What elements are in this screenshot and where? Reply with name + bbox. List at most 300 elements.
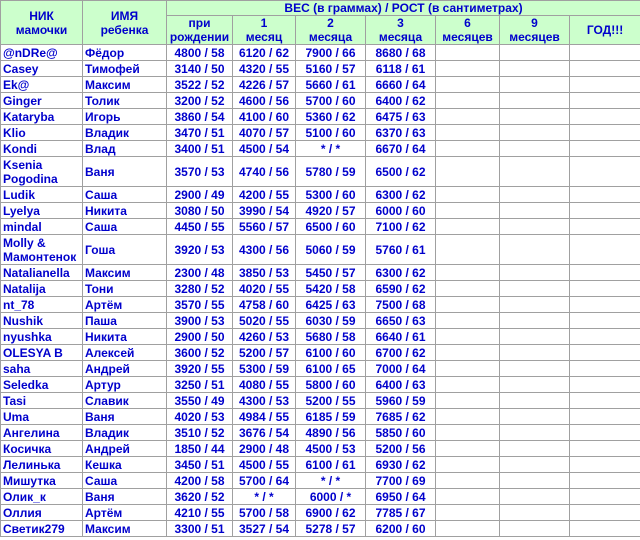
mother-nick-cell: Casey [1, 61, 83, 77]
child-name-cell: Никита [83, 329, 167, 345]
measurement-cell [436, 235, 500, 265]
measurement-cell [500, 187, 570, 203]
measurement-cell: 4080 / 55 [233, 377, 296, 393]
measurement-cell: 6500 / 62 [366, 157, 436, 187]
child-name-cell: Ваня [83, 489, 167, 505]
mother-nick-cell: mindal [1, 219, 83, 235]
measurement-cell [570, 329, 640, 345]
measurement-cell: 4020 / 53 [167, 409, 233, 425]
measurement-cell [500, 77, 570, 93]
child-name-cell: Максим [83, 265, 167, 281]
measurement-cell: 3400 / 51 [167, 141, 233, 157]
child-name-cell: Артём [83, 505, 167, 521]
measurement-cell: 5560 / 57 [233, 219, 296, 235]
measurement-cell: 5020 / 55 [233, 313, 296, 329]
mother-nick-cell: Оллия [1, 505, 83, 521]
measurement-cell [500, 235, 570, 265]
measurement-cell: 3860 / 54 [167, 109, 233, 125]
measurement-cell: 5700 / 58 [233, 505, 296, 521]
table-row [1, 441, 640, 457]
measurement-cell [436, 265, 500, 281]
measurement-cell [570, 203, 640, 219]
table-row [1, 361, 640, 377]
table-row [1, 425, 640, 441]
table-row [1, 61, 640, 77]
measurement-cell [436, 457, 500, 473]
measurement-cell: 6640 / 61 [366, 329, 436, 345]
measurement-cell [570, 313, 640, 329]
child-name-cell: Славик [83, 393, 167, 409]
measurement-cell: 5300 / 60 [296, 187, 366, 203]
measurement-cell: 6425 / 63 [296, 297, 366, 313]
measurement-cell: 2900 / 49 [167, 187, 233, 203]
name-column-header: ИМЯ ребенка [83, 1, 167, 45]
measurement-cell [500, 93, 570, 109]
measurement-cell: 3550 / 49 [167, 393, 233, 409]
measurement-cell: 6590 / 62 [366, 281, 436, 297]
mother-nick-cell: nt_78 [1, 297, 83, 313]
measurement-cell: 6500 / 60 [296, 219, 366, 235]
child-name-cell: Гоша [83, 235, 167, 265]
measurement-cell: 6100 / 61 [296, 457, 366, 473]
measurement-cell: 4758 / 60 [233, 297, 296, 313]
measurement-cell [570, 489, 640, 505]
measurement-cell: 6118 / 61 [366, 61, 436, 77]
child-name-cell: Ваня [83, 157, 167, 187]
measurement-cell [500, 125, 570, 141]
measurement-cell [570, 125, 640, 141]
mother-nick-cell: Kondi [1, 141, 83, 157]
measurement-cell [570, 505, 640, 521]
measurement-cell: 5800 / 60 [296, 377, 366, 393]
mother-nick-cell: Ginger [1, 93, 83, 109]
mother-nick-cell: nyushka [1, 329, 83, 345]
measurement-cell: 3900 / 53 [167, 313, 233, 329]
measurement-cell: 7685 / 62 [366, 409, 436, 425]
child-name-cell: Толик [83, 93, 167, 109]
measurement-cell [500, 313, 570, 329]
measurement-cell: 5700 / 60 [296, 93, 366, 109]
column-header-1-month: 1 месяц [233, 16, 296, 45]
measurement-cell [436, 281, 500, 297]
measurement-cell: 3080 / 50 [167, 203, 233, 219]
table-row [1, 393, 640, 409]
measurement-cell: 6900 / 62 [296, 505, 366, 521]
measurement-cell: 6660 / 64 [366, 77, 436, 93]
measurement-cell [570, 457, 640, 473]
measurement-cell: 4070 / 57 [233, 125, 296, 141]
measurement-cell [570, 361, 640, 377]
child-name-cell: Тони [83, 281, 167, 297]
measurement-cell: 3920 / 55 [167, 361, 233, 377]
child-name-cell: Максим [83, 77, 167, 93]
measurement-cell: 6670 / 64 [366, 141, 436, 157]
measurement-cell [436, 345, 500, 361]
child-name-cell: Максим [83, 521, 167, 537]
table-row [1, 141, 640, 157]
measurement-cell: 4500 / 55 [233, 457, 296, 473]
measurement-cell: 5780 / 59 [296, 157, 366, 187]
mother-nick-cell: Tasi [1, 393, 83, 409]
mother-nick-cell: OLESYA B [1, 345, 83, 361]
measurement-cell: 3140 / 50 [167, 61, 233, 77]
table-row [1, 521, 640, 537]
table-row [1, 297, 640, 313]
mother-nick-cell: Klio [1, 125, 83, 141]
mother-nick-cell: Ek@ [1, 77, 83, 93]
table-row [1, 329, 640, 345]
measurement-cell [500, 203, 570, 219]
measurement-cell: 4320 / 55 [233, 61, 296, 77]
measurement-cell [436, 489, 500, 505]
measurement-cell [436, 361, 500, 377]
mother-nick-cell: Natalija [1, 281, 83, 297]
child-name-cell: Андрей [83, 361, 167, 377]
measurement-cell [570, 219, 640, 235]
measurement-cell [500, 265, 570, 281]
measurement-cell: 6700 / 62 [366, 345, 436, 361]
measurement-cell [436, 329, 500, 345]
measurement-cell: 6400 / 63 [366, 377, 436, 393]
table-row [1, 219, 640, 235]
measurement-cell: 6200 / 60 [366, 521, 436, 537]
child-name-cell: Владик [83, 125, 167, 141]
measurement-cell: 7785 / 67 [366, 505, 436, 521]
measurement-cell [436, 141, 500, 157]
measurement-cell: 4800 / 58 [167, 45, 233, 61]
child-name-cell: Игорь [83, 109, 167, 125]
column-header-2-months: 2 месяца [296, 16, 366, 45]
measurement-cell [436, 157, 500, 187]
measurement-cell: 4300 / 56 [233, 235, 296, 265]
measurement-cell [436, 377, 500, 393]
measurement-cell: 6300 / 62 [366, 265, 436, 281]
measurement-cell: 3300 / 51 [167, 521, 233, 537]
measurement-cell: 5278 / 57 [296, 521, 366, 537]
table-row [1, 187, 640, 203]
measurement-cell: * / * [296, 141, 366, 157]
child-name-cell: Никита [83, 203, 167, 219]
measurement-cell: 4300 / 53 [233, 393, 296, 409]
measurement-cell: 3620 / 52 [167, 489, 233, 505]
measurement-cell: 2300 / 48 [167, 265, 233, 281]
measurement-cell: 6930 / 62 [366, 457, 436, 473]
measurement-cell: 4200 / 58 [167, 473, 233, 489]
measurement-cell: 5680 / 58 [296, 329, 366, 345]
measurement-cell: 8680 / 68 [366, 45, 436, 61]
measurement-cell [500, 109, 570, 125]
measurement-cell: 1850 / 44 [167, 441, 233, 457]
measurement-cell [436, 93, 500, 109]
table-row [1, 157, 640, 187]
measurement-cell [500, 281, 570, 297]
measurement-cell [500, 61, 570, 77]
measurement-cell [570, 187, 640, 203]
measurement-cell: 4600 / 56 [233, 93, 296, 109]
measurement-cell: 4890 / 56 [296, 425, 366, 441]
child-name-cell: Андрей [83, 441, 167, 457]
child-name-cell: Влад [83, 141, 167, 157]
measurement-cell: 3250 / 51 [167, 377, 233, 393]
measurement-cell [500, 361, 570, 377]
table-row [1, 109, 640, 125]
table-row [1, 77, 640, 93]
measurement-cell: 3570 / 53 [167, 157, 233, 187]
measurement-cell [436, 45, 500, 61]
table-row [1, 235, 640, 265]
measurement-cell [570, 141, 640, 157]
measurement-cell [436, 203, 500, 219]
measurement-cell [500, 441, 570, 457]
measurement-cell [570, 521, 640, 537]
mother-nick-cell: @nDRe@ [1, 45, 83, 61]
measurement-cell: 5200 / 56 [366, 441, 436, 457]
measurement-cell: 4500 / 54 [233, 141, 296, 157]
measurement-cell [570, 45, 640, 61]
measurement-cell: 4100 / 60 [233, 109, 296, 125]
measurement-cell: 6400 / 62 [366, 93, 436, 109]
measurement-cell [436, 393, 500, 409]
measurement-cell: 3510 / 52 [167, 425, 233, 441]
measurement-cell: 4210 / 55 [167, 505, 233, 521]
mother-nick-cell: Nushik [1, 313, 83, 329]
measurement-cell [570, 93, 640, 109]
measurement-cell: 5850 / 60 [366, 425, 436, 441]
table-row [1, 457, 640, 473]
measurement-cell: 4226 / 57 [233, 77, 296, 93]
table-row [1, 409, 640, 425]
measurement-cell: 4450 / 55 [167, 219, 233, 235]
measurement-cell [500, 329, 570, 345]
child-name-cell: Тимофей [83, 61, 167, 77]
measurement-cell: 5200 / 55 [296, 393, 366, 409]
mother-nick-cell: Светик279 [1, 521, 83, 537]
measurement-cell: 4500 / 53 [296, 441, 366, 457]
mother-nick-cell: Molly & Мамонтенок [1, 235, 83, 265]
measurement-cell [570, 61, 640, 77]
measurement-cell [436, 409, 500, 425]
measurement-cell: 7900 / 66 [296, 45, 366, 61]
measurement-cell: 6100 / 65 [296, 361, 366, 377]
measurement-cell [500, 377, 570, 393]
weight-height-group-header: ВЕС (в граммах) / РОСТ (в сантиметрах) [167, 1, 640, 16]
measurement-cell: 5360 / 62 [296, 109, 366, 125]
table-row [1, 281, 640, 297]
measurement-cell: 4020 / 55 [233, 281, 296, 297]
child-name-cell: Владик [83, 425, 167, 441]
measurement-cell [570, 473, 640, 489]
measurement-cell: 5200 / 57 [233, 345, 296, 361]
measurement-cell [436, 505, 500, 521]
measurement-cell [500, 45, 570, 61]
measurement-cell: 3280 / 52 [167, 281, 233, 297]
mother-nick-cell: Олик_к [1, 489, 83, 505]
measurement-cell [570, 377, 640, 393]
mother-nick-cell: Лелинька [1, 457, 83, 473]
table-row [1, 203, 640, 219]
measurement-cell: 6000 / 60 [366, 203, 436, 219]
mother-nick-cell: Uma [1, 409, 83, 425]
measurement-cell: 6300 / 62 [366, 187, 436, 203]
mother-nick-cell: saha [1, 361, 83, 377]
measurement-cell: 6100 / 60 [296, 345, 366, 361]
child-name-cell: Саша [83, 219, 167, 235]
measurement-cell [570, 345, 640, 361]
measurement-cell: 3570 / 55 [167, 297, 233, 313]
table-row [1, 345, 640, 361]
child-name-cell: Паша [83, 313, 167, 329]
measurement-cell [570, 109, 640, 125]
measurement-cell: 5100 / 60 [296, 125, 366, 141]
column-header-9-months: 9 месяцев [500, 16, 570, 45]
measurement-cell: 3450 / 51 [167, 457, 233, 473]
measurement-cell: 3522 / 52 [167, 77, 233, 93]
table-body [1, 45, 640, 537]
child-name-cell: Артём [83, 297, 167, 313]
measurement-cell: 3850 / 53 [233, 265, 296, 281]
measurement-cell [436, 109, 500, 125]
measurement-cell: 4984 / 55 [233, 409, 296, 425]
child-name-cell: Кешка [83, 457, 167, 473]
column-header-3-months: 3 месяца [366, 16, 436, 45]
measurement-cell: 6650 / 63 [366, 313, 436, 329]
measurement-cell: 6000 / * [296, 489, 366, 505]
measurement-cell [570, 409, 640, 425]
measurement-cell: 7500 / 68 [366, 297, 436, 313]
table-row [1, 125, 640, 141]
column-header-year: ГОД!!! [570, 16, 640, 45]
mother-nick-cell: Seledka [1, 377, 83, 393]
table-row [1, 473, 640, 489]
measurement-cell: 5160 / 57 [296, 61, 366, 77]
measurement-cell [570, 265, 640, 281]
measurement-cell [500, 157, 570, 187]
table-row [1, 313, 640, 329]
mother-nick-cell: Косичка [1, 441, 83, 457]
measurement-cell: 7100 / 62 [366, 219, 436, 235]
measurement-cell: 3470 / 51 [167, 125, 233, 141]
table-row [1, 93, 640, 109]
measurement-cell [570, 281, 640, 297]
measurement-cell: 3990 / 54 [233, 203, 296, 219]
measurement-cell [500, 457, 570, 473]
measurement-cell: 3527 / 54 [233, 521, 296, 537]
child-name-cell: Артур [83, 377, 167, 393]
measurement-cell [436, 473, 500, 489]
measurement-cell: 5660 / 61 [296, 77, 366, 93]
mother-nick-cell: Ангелина [1, 425, 83, 441]
measurement-cell: 6950 / 64 [366, 489, 436, 505]
measurement-cell: 5700 / 64 [233, 473, 296, 489]
measurement-cell [436, 441, 500, 457]
mother-nick-cell: Мишутка [1, 473, 83, 489]
measurement-cell [500, 219, 570, 235]
mother-nick-cell: Lyelya [1, 203, 83, 219]
table-row [1, 265, 640, 281]
table-row [1, 45, 640, 61]
measurement-cell: 5450 / 57 [296, 265, 366, 281]
measurement-cell: 5760 / 61 [366, 235, 436, 265]
measurement-cell: 5060 / 59 [296, 235, 366, 265]
mother-nick-cell: Kataryba [1, 109, 83, 125]
mother-nick-cell: Natalianella [1, 265, 83, 281]
column-header-6-months: 6 месяцев [436, 16, 500, 45]
table-row [1, 377, 640, 393]
measurement-cell: 3920 / 53 [167, 235, 233, 265]
measurement-cell: 6475 / 63 [366, 109, 436, 125]
measurement-cell [570, 157, 640, 187]
measurement-cell [500, 409, 570, 425]
measurement-cell [436, 313, 500, 329]
measurement-cell: 6030 / 59 [296, 313, 366, 329]
measurement-cell [570, 425, 640, 441]
measurement-cell [500, 393, 570, 409]
measurement-cell: 3676 / 54 [233, 425, 296, 441]
measurement-cell: 5420 / 58 [296, 281, 366, 297]
measurement-cell: 3600 / 52 [167, 345, 233, 361]
measurement-cell [436, 297, 500, 313]
measurement-cell [436, 77, 500, 93]
measurement-cell [436, 425, 500, 441]
measurement-cell [500, 297, 570, 313]
measurement-cell [500, 425, 570, 441]
measurement-cell [500, 489, 570, 505]
measurement-cell: 5300 / 59 [233, 361, 296, 377]
measurement-cell [570, 441, 640, 457]
measurement-cell: 7000 / 64 [366, 361, 436, 377]
measurement-cell: 4260 / 53 [233, 329, 296, 345]
measurement-cell [500, 141, 570, 157]
measurement-cell: * / * [233, 489, 296, 505]
mother-nick-cell: Ksenia Pogodina [1, 157, 83, 187]
table-row [1, 489, 640, 505]
measurement-cell: 2900 / 50 [167, 329, 233, 345]
child-name-cell: Фёдор [83, 45, 167, 61]
measurement-cell: 6185 / 59 [296, 409, 366, 425]
measurement-cell [500, 505, 570, 521]
measurement-cell [500, 345, 570, 361]
measurement-cell [436, 187, 500, 203]
measurement-cell: 4740 / 56 [233, 157, 296, 187]
measurement-cell [436, 61, 500, 77]
measurement-cell [436, 125, 500, 141]
table-row [1, 505, 640, 521]
mother-nick-cell: Ludik [1, 187, 83, 203]
measurement-cell [500, 473, 570, 489]
column-header-birth: при рождении [167, 16, 233, 45]
measurement-cell [570, 235, 640, 265]
measurement-cell [500, 521, 570, 537]
measurement-cell: * / * [296, 473, 366, 489]
measurement-cell [570, 393, 640, 409]
child-name-cell: Саша [83, 187, 167, 203]
measurement-cell: 3200 / 52 [167, 93, 233, 109]
measurement-cell: 4200 / 55 [233, 187, 296, 203]
measurement-cell: 2900 / 48 [233, 441, 296, 457]
measurement-cell: 4920 / 57 [296, 203, 366, 219]
measurement-cell [570, 77, 640, 93]
measurement-cell: 6370 / 63 [366, 125, 436, 141]
measurement-cell [436, 521, 500, 537]
child-name-cell: Саша [83, 473, 167, 489]
measurement-cell [436, 219, 500, 235]
nick-column-header: НИК мамочки [1, 1, 83, 45]
measurement-cell: 6120 / 62 [233, 45, 296, 61]
measurement-cell: 5960 / 59 [366, 393, 436, 409]
child-name-cell: Алексей [83, 345, 167, 361]
measurement-cell [570, 297, 640, 313]
child-name-cell: Ваня [83, 409, 167, 425]
